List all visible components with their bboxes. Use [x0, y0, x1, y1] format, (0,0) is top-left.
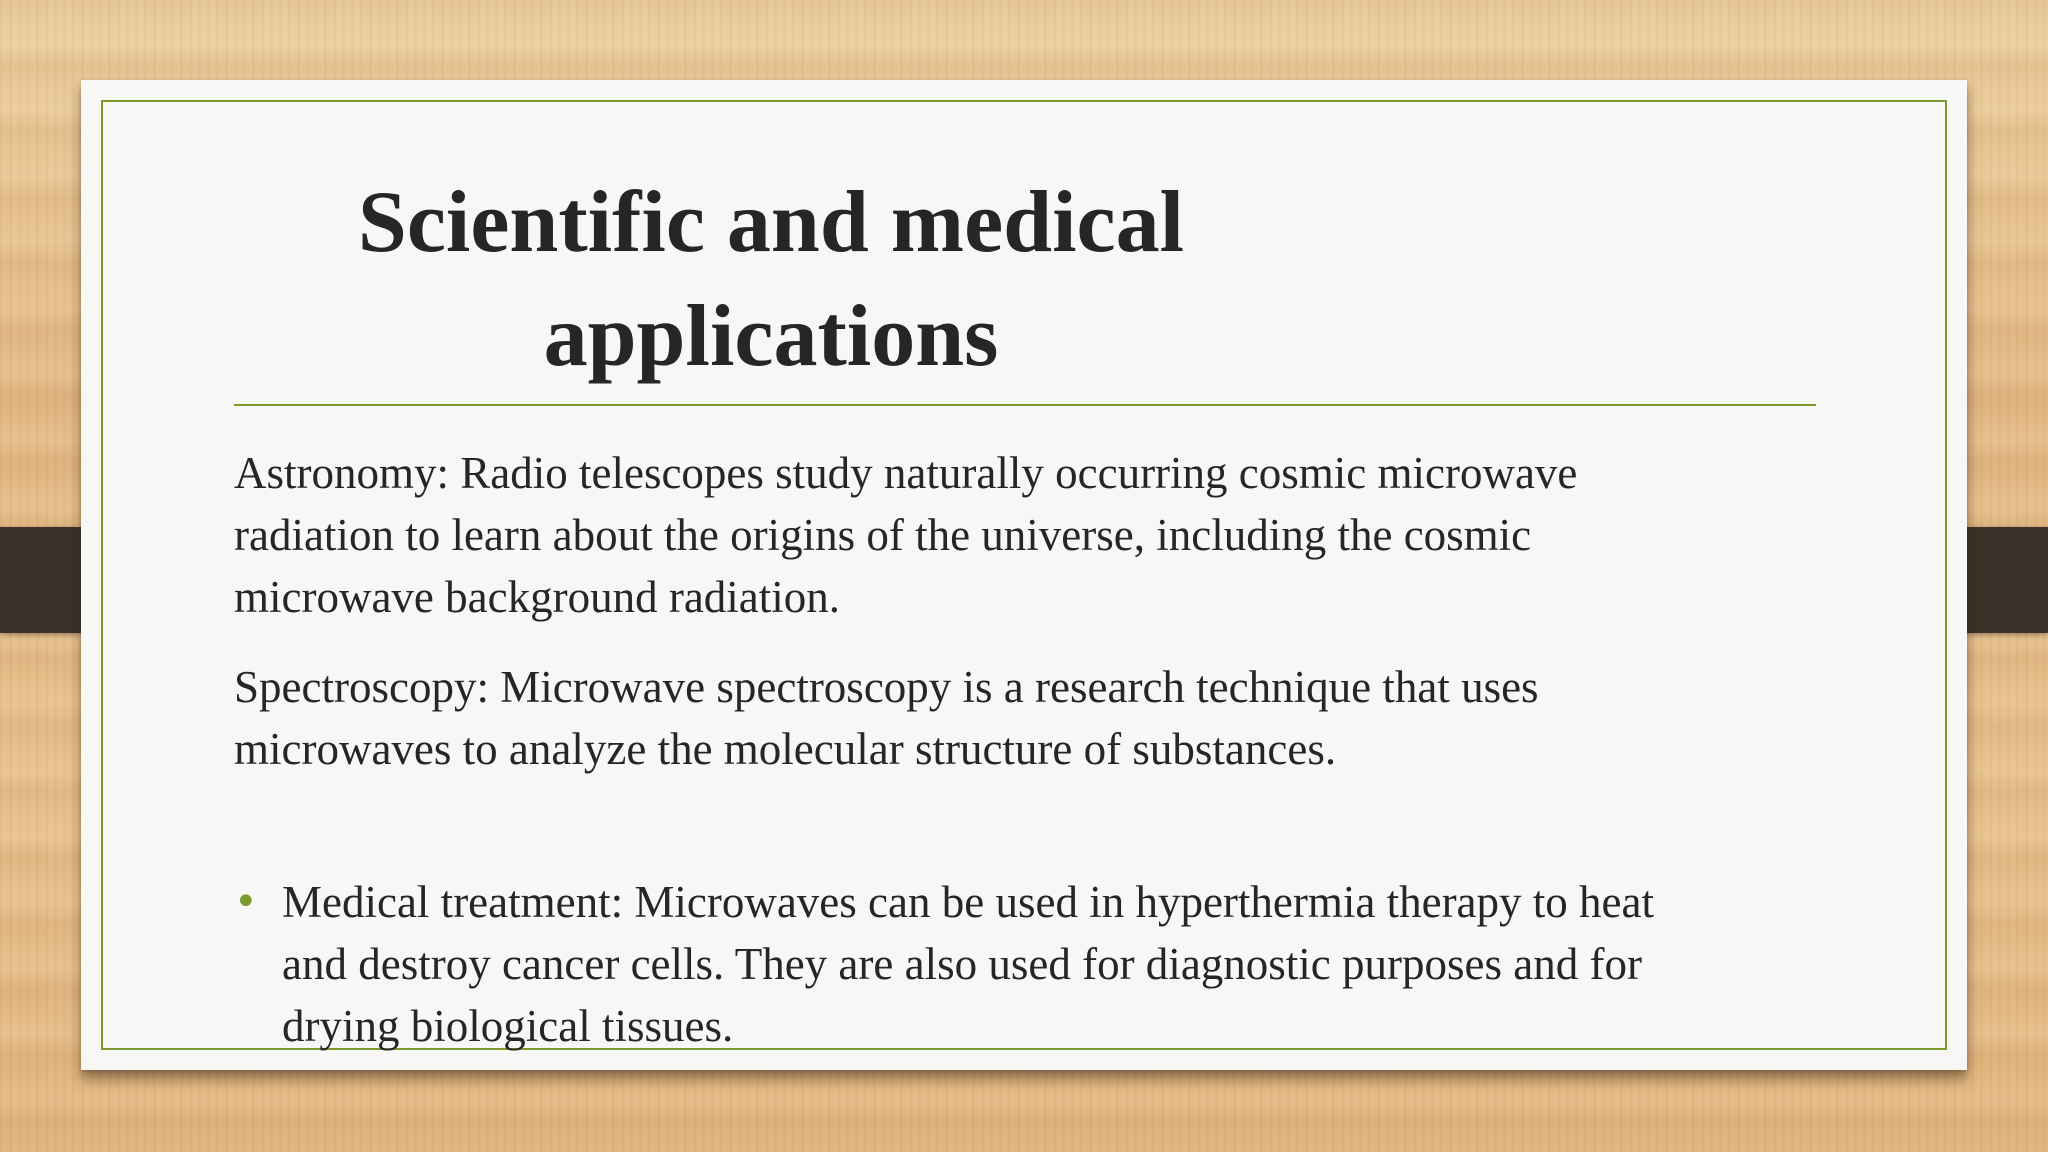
medical-line-3: drying biological tissues.: [282, 1001, 734, 1051]
slide-title-line-2: applications: [543, 288, 999, 385]
medical-treatment-text: [282, 871, 1842, 1057]
spectroscopy-paragraph: [234, 656, 1834, 780]
astronomy-line-2: radiation to learn about the origins of the universe, including the cosmic: [234, 510, 1532, 560]
slide-title-line-1: Scientific and medical: [357, 174, 1185, 271]
spectroscopy-line-1: Spectroscopy: Microwave spectroscopy is a research technique that uses: [234, 662, 1539, 712]
medical-line-1: Medical treatment: Microwaves can be used in hyperthermia therapy to heat: [282, 877, 1654, 927]
medical-treatment-bullet: [234, 871, 1874, 1057]
bullet-dot-icon: •: [234, 879, 258, 925]
title-divider: [234, 404, 1816, 406]
astronomy-paragraph: [234, 442, 1834, 628]
astronomy-line-3: microwave background radiation.: [234, 572, 841, 622]
slide: [81, 80, 1967, 1070]
medical-line-2: and destroy cancer cells. They are also used for diagnostic purposes and for: [282, 939, 1642, 989]
astronomy-line-1: Astronomy: Radio telescopes study naturally occurring cosmic microwave: [234, 448, 1578, 498]
slide-title: [271, 166, 1271, 394]
spectroscopy-line-2: microwaves to analyze the molecular structure of substances.: [234, 724, 1337, 774]
